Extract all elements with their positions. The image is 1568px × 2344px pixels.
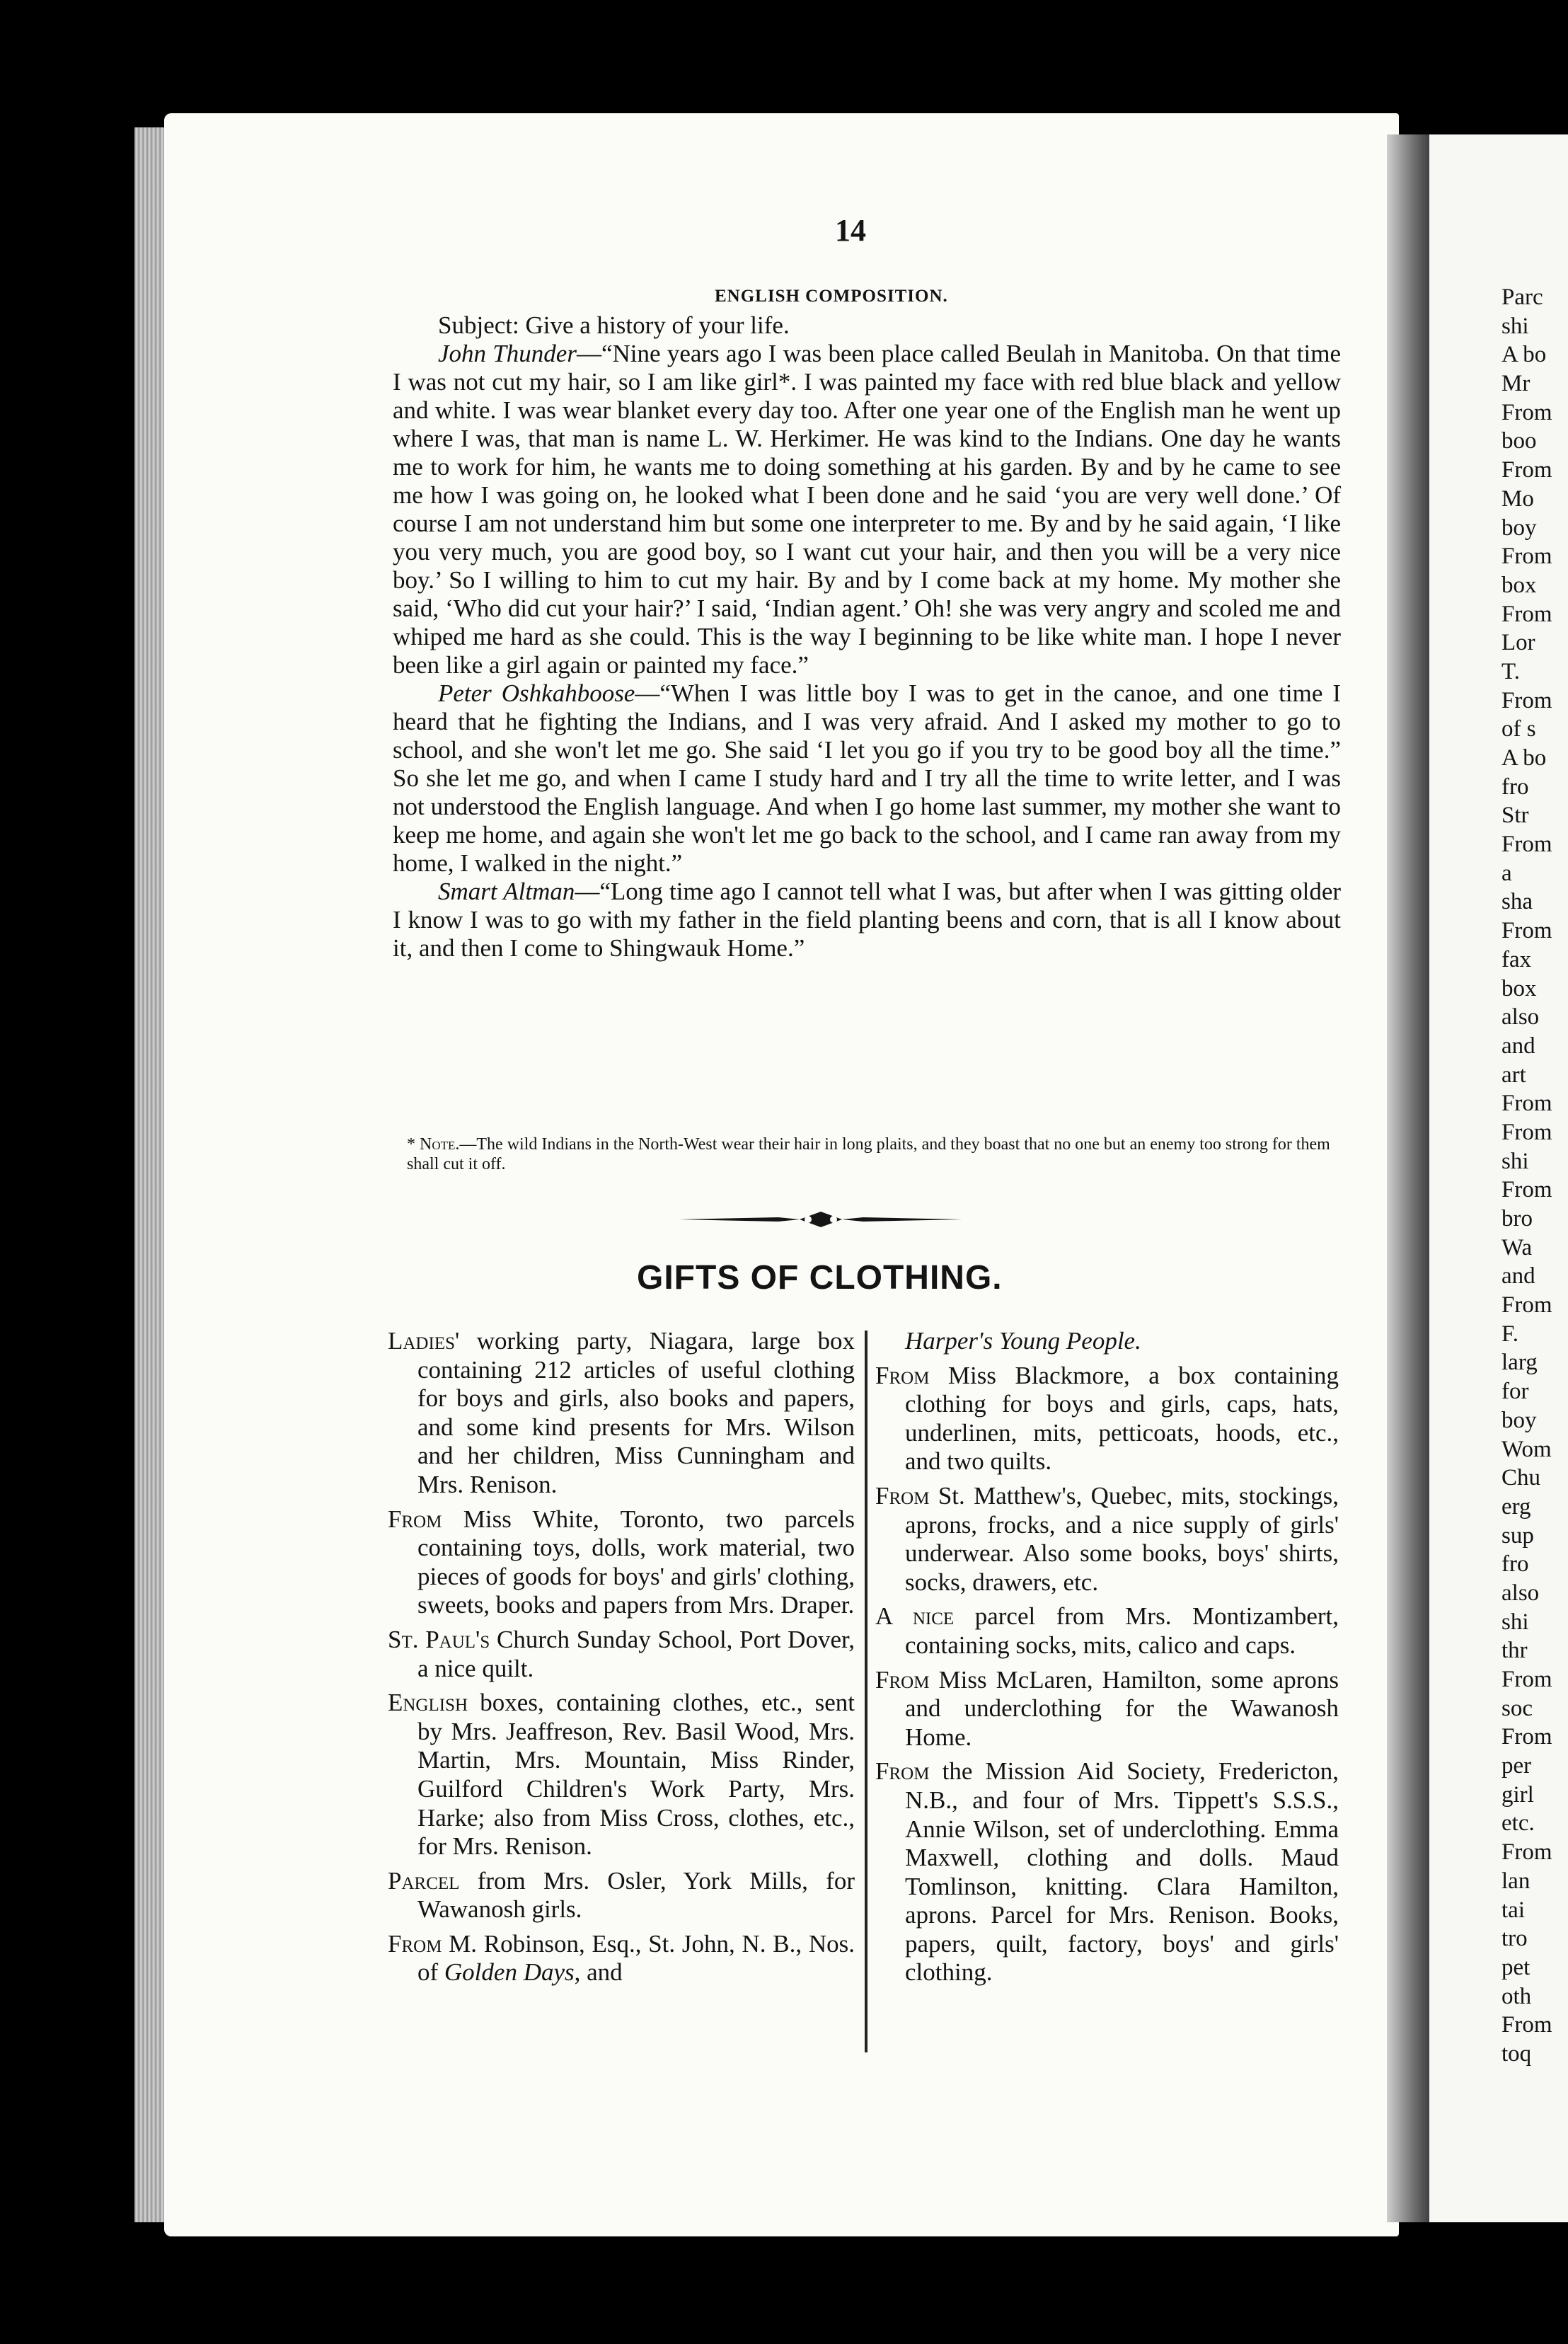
gifts-column-right [875,1327,1339,1993]
gift-entry [875,1482,1339,1597]
fragment-text: also [1501,1004,1540,1030]
section-title: ENGLISH COMPOSITION. [715,287,948,306]
entry-lead: Ladies' [388,1327,460,1355]
fragment-text: girl [1501,1781,1534,1808]
fragment-text: From [1501,1119,1552,1145]
entry-text: M. Robinson, Esq., St. John, N. B., Nos. of [417,1929,855,1987]
fragment-text: boy [1501,1407,1537,1433]
gift-entry [388,1867,855,1924]
fragment-text: fro [1501,1551,1529,1578]
fragment-text: oth [1501,1983,1532,2009]
fragment-text: From [1501,1839,1552,1866]
gift-entry [388,1327,855,1500]
composition-john [393,340,1341,679]
fragment-text: Parc [1501,285,1543,310]
fragment-text: and [1501,1033,1535,1059]
entry-lead: English [388,1689,468,1717]
footnote-text: —The wild Indians in the North-West wear their hair in long plaits, and they boast that no one but an enemy too strong for them shall cut it off. [407,1135,1330,1173]
fragment-text: From [1501,1177,1552,1203]
entry-text: St. Matthew's, Quebec, mits, stockings, aprons, frocks, and a nice supply of girls' underwear. Also some books, boys' shirts, socks, drawers, etc. [905,1481,1339,1596]
gift-entry [875,1666,1339,1752]
entry-title: Golden Days [444,1958,575,1987]
fragment-text: erg [1501,1493,1531,1519]
fragment-text: Wom [1501,1436,1552,1462]
fragment-text: From [1501,1091,1552,1117]
fragment-text: shi [1501,1609,1529,1635]
fragment-text: thr [1501,1638,1528,1664]
footnote-label: * Note. [407,1135,460,1154]
entry-text: Miss White, Toronto, two parcels containing toys, dolls, work material, two pieces of goods for boys' and girls' clothing, sweets, books and papers from Mrs. Draper. [417,1505,855,1619]
fragment-text: fro [1501,774,1529,800]
page-number: 14 [835,213,866,248]
fragment-text: shi [1501,313,1529,339]
fragment-text: Str [1501,803,1529,829]
fragment-text: From [1501,918,1552,944]
fragment-text: Wa [1501,1234,1533,1260]
entry-text: the Mission Aid Society, Fredericton, N.B., and four of Mrs. Tippett's S.S.S., Annie Wilson, set of underclothing. Emma Maxwell, clothing and dolls. Maud Tomlinson, knitting. Clara Hamilton, aprons. Parcel for Mrs. Renison. Books, papers, quilt, factory, boys' and girls' clothing. [905,1757,1339,1987]
gift-entry [388,1626,855,1683]
entry-lead: A nice [875,1602,955,1631]
entry-lead: From [875,1481,930,1510]
fragment-text: boy [1501,515,1537,541]
fragment-text: Chu [1501,1465,1541,1491]
fragment-text: sup [1501,1522,1534,1549]
ornament-divider [679,1210,962,1229]
gift-entry [875,1362,1339,1476]
subject-line: Subject: Give a history of your life. [438,311,790,339]
fragment-text: From [1501,601,1552,627]
entry-lead: From [875,1665,930,1694]
fragment-text: F. [1501,1321,1518,1347]
facing-page-fragments [1501,283,1568,2069]
fragment-text: From [1501,544,1552,570]
fragment-text: From [1501,457,1552,483]
fragment-text: tai [1501,1897,1525,1923]
fragment-text: From [1501,1724,1552,1750]
entry-text: Miss Blackmore, a box containing clothing for boys and girls, caps, hats, underlinen, mits, petticoats, hoods, etc., and two quilts. [905,1361,1339,1476]
fragment-text: From [1501,1292,1552,1318]
fragment-text: bro [1501,1206,1533,1231]
entry-lead: From [875,1757,930,1786]
gift-entry [875,1757,1339,1987]
gifts-column-left [388,1327,855,1993]
speaker-name: Smart Altman [438,878,575,905]
fragment-text: From [1501,687,1552,713]
entry-text: from Mrs. Osler, York Mills, for Wawanosh girls. [417,1866,855,1924]
entry-lead: From [875,1361,930,1389]
entry-text: boxes, containing clothes, etc., sent by Mrs. Jeaffreson, Rev. Basil Wood, Mrs. Martin, Mrs. Mountain, Miss Rinder, Guilford Children's Work Party, Mrs. Harke; also from Miss Cross, clothes, etc., for Mrs. Renison. [417,1689,855,1861]
fragment-text: From [1501,2012,1552,2038]
entry-lead: From [388,1505,442,1533]
entry-lead: St. Paul's [388,1625,490,1653]
gifts-heading: GIFTS OF CLOTHING. [637,1259,1003,1297]
composition-peter [393,679,1341,878]
entry-text: working party, Niagara, large box containing 212 articles of useful clothing for boys and girls, also books and papers, and some kind presents for Mrs. Wilson and her children, Miss Cunningham and Mrs. Renison. [417,1327,855,1498]
fragment-text: box [1501,975,1537,1001]
fragment-text: of s [1501,716,1536,742]
gift-entry [875,1602,1339,1660]
fragment-text: toq [1501,2040,1532,2067]
fragment-text: A bo [1501,342,1547,368]
gift-entry [388,1930,855,1987]
composition-text [393,311,1341,963]
fragment-text: also [1501,1580,1540,1606]
fragment-text: Mr [1501,371,1530,397]
fragment-text: art [1501,1062,1526,1088]
fragment-text: soc [1501,1695,1533,1721]
fragment-text: From [1501,399,1552,425]
fragment-text: A bo [1501,745,1547,771]
fragment-text: boo [1501,428,1537,454]
fragment-text: a [1501,860,1512,886]
fragment-text: and [1501,1263,1535,1289]
column-divider [865,1331,867,2052]
entry-text: parcel from Mrs. Montizambert, containing socks, mits, calico and caps. [905,1602,1339,1659]
entry-lead: From [388,1929,442,1958]
entry-text: Miss McLaren, Hamilton, some aprons and underclothing for the Wawanosh Home. [905,1665,1339,1751]
entry-tail: , and [574,1958,623,1987]
composition-body: —“When I was little boy I was to get in the canoe, and one time I heard that he fighting the Indians, and I was very afraid. And I asked my mother to go to school, and she won't let me go. She said ‘I let you go if you try to be good boy all the time.” So she let me go, and when I came I study hard and I try all the time to write letter, and I was not understood the English language. And when I go home last summer, my mother she want to keep me home, and again she won't let me go back to the school, and I came ran away from my home, I walked in the night.” [393,679,1341,877]
fragment-text: box [1501,572,1537,598]
fragment-text: shi [1501,1148,1529,1174]
composition-body: —“Long time ago I cannot tell what I was, but after when I was gitting older I know I was to go with my father in the field planting beens and corn, that is all I know about it, and then I come to Shingwauk Home.” [393,878,1342,962]
fragment-text: fax [1501,946,1532,972]
fragment-text: etc. [1501,1810,1535,1837]
fragment-text: per [1501,1753,1532,1779]
composition-body: —“Nine years ago I was been place called Beulah in Manitoba. On that time I was not cut my hair, so I am like girl*. I was painted my face with red blue black and yellow and white. I was wear blanket every day too. After one year one of the English man he went up where I was, that man is name L. W. Herkimer. He was kind to the Indians. One day he wants me to work for him, he wants me to doing something at his garden. By and by he came to see me how I was going on, he looked what I been done and he said ‘you are very well done.’ Of course I am not understand him but some one interpreter to me. By and by he said again, ‘I like you very much, you are good boy, so I want cut your hair, and then you will be a very nice boy.’ So I willing to him to cut my hair. By and by I come back at my home. My mother she said, ‘Who did cut your hair?’ I said, ‘Indian agent.’ Oh! she was very angry and scoled me and whiped me hard as she could. This is the way I beginning to be like white man. I hope I never been like a girl again or painted my face.” [393,340,1341,679]
fragment-text: for [1501,1379,1529,1405]
fragment-text: larg [1501,1350,1538,1376]
speaker-name: Peter Oshkahboose [438,679,635,707]
fragment-text: sha [1501,889,1533,915]
continued-entry: Harper's Young People. [905,1327,1141,1355]
fragment-text: From [1501,1667,1552,1692]
entry-lead: Parcel [388,1866,460,1895]
fragment-text: lan [1501,1868,1530,1894]
gift-entry [388,1505,855,1620]
speaker-name: John Thunder [438,340,577,367]
fragment-text: pet [1501,1954,1530,1980]
fragment-text: Mo [1501,486,1534,512]
fragment-text: From [1501,832,1552,858]
fragment-text: Lor [1501,630,1535,656]
entry-text: Church Sunday School, Port Dover, a nice quilt. [417,1625,855,1682]
gifts-right-entries [875,1362,1339,1987]
footnote [407,1134,1341,1174]
composition-smart [393,878,1341,963]
fragment-text: T. [1501,658,1520,684]
gift-entry [388,1689,855,1861]
fragment-text: tro [1501,1926,1528,1952]
